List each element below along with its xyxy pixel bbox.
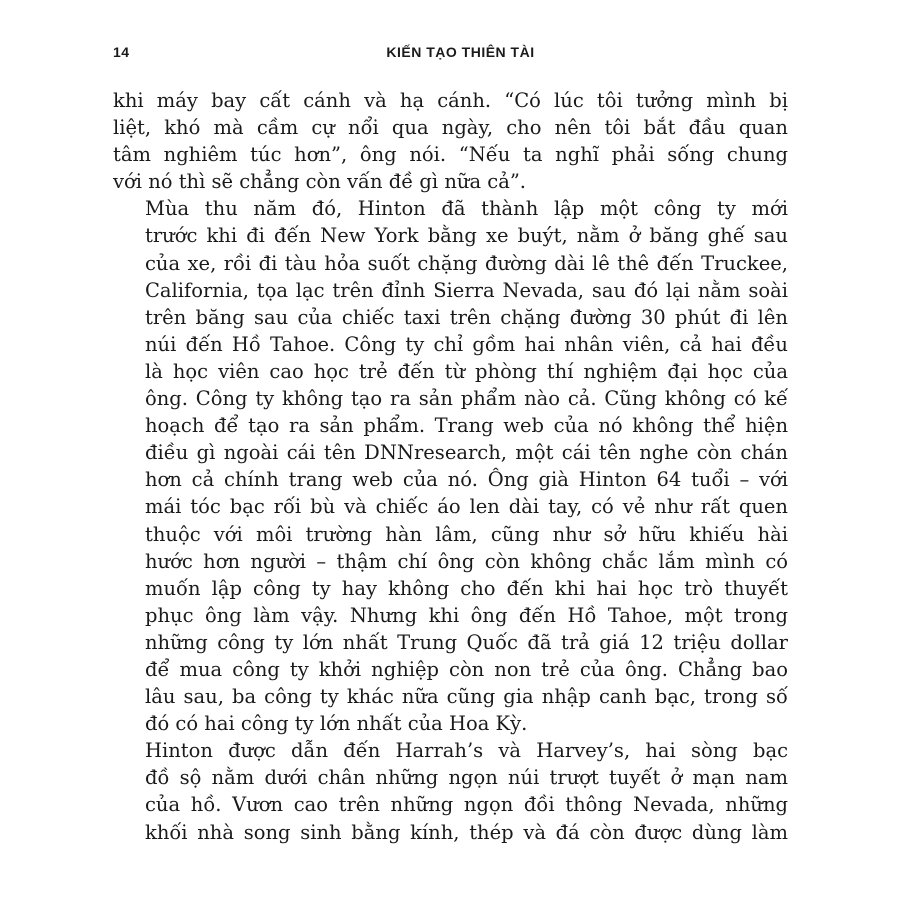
body-text	[113, 87, 788, 846]
text-line: để mua công ty khởi nghiệp còn non trẻ của ông. Chẳng bao	[145, 657, 788, 681]
text-line: phục ông làm vậy. Nhưng khi ông đến Hồ Tahoe, một trong	[145, 603, 788, 627]
paragraph	[113, 87, 788, 195]
running-title: KIẾN TẠO THIÊN TÀI	[386, 44, 535, 60]
text-line: Hinton được dẫn đến Harrah’s và Harvey’s, hai sòng bạc	[145, 739, 788, 763]
text-line: lâu sau, ba công ty khác nữa cũng gia nhập canh bạc, trong số	[145, 685, 788, 709]
text-line: ông. Công ty không tạo ra sản phẩm nào cả. Cũng không có kế	[145, 387, 788, 411]
text-line: đó có hai công ty lớn nhất của Hoa Kỳ.	[145, 712, 528, 736]
paragraph	[113, 737, 788, 845]
text-line: với nó thì sẽ chẳng còn vấn đề gì nữa cả”.	[113, 170, 527, 194]
text-line: muốn lập công ty hay không cho đến khi hai học trò thuyết	[145, 576, 788, 600]
text-line: hoạch để tạo ra sản phẩm. Trang web của nó không thể hiện	[145, 414, 788, 438]
text-line: mái tóc bạc rối bù và chiếc áo len dài tay, có vẻ như rất quen	[145, 495, 788, 519]
text-line: liệt, khó mà cầm cự nổi qua ngày, cho nên tôi bắt đầu quan	[113, 116, 788, 140]
text-line: điều gì ngoài cái tên DNNresearch, một cái tên nghe còn chán	[145, 441, 788, 465]
running-header	[113, 44, 788, 64]
text-line: hơn cả chính trang web của nó. Ông già Hinton 64 tuổi – với	[145, 468, 788, 492]
text-line: thuộc với môi trường hàn lâm, cũng như sở hữu khiếu hài	[145, 522, 788, 546]
text-line: khối nhà song sinh bằng kính, thép và đá còn được dùng làm	[145, 820, 788, 844]
text-line: núi đến Hồ Tahoe. Công ty chỉ gồm hai nhân viên, cả hai đều	[145, 332, 788, 356]
text-line: trên băng sau của chiếc taxi trên chặng đường 30 phút đi lên	[145, 305, 788, 329]
text-line: của hồ. Vươn cao trên những ngọn đồi thông Nevada, những	[145, 793, 788, 817]
text-line: tâm nghiêm túc hơn”, ông nói. “Nếu ta nghĩ phải sống chung	[113, 143, 788, 167]
text-line: khi máy bay cất cánh và hạ cánh. “Có lúc tôi tưởng mình bị	[113, 89, 788, 112]
text-line: Mùa thu năm đó, Hinton đã thành lập một công ty mới	[145, 197, 788, 221]
text-line: là học viên cao học trẻ đến từ phòng thí nghiệm đại học của	[145, 359, 788, 383]
text-line: trước khi đi đến New York bằng xe buýt, nằm ở băng ghế sau	[145, 224, 788, 248]
text-line: những công ty lớn nhất Trung Quốc đã trả giá 12 triệu dollar	[145, 630, 788, 654]
text-line: đồ sộ nằm dưới chân những ngọn núi trượt tuyết ở mạn nam	[145, 766, 788, 790]
text-line: của xe, rồi đi tàu hỏa suốt chặng đường dài lê thê đến Truckee,	[145, 251, 788, 275]
paragraph	[113, 195, 788, 737]
text-line: hước hơn người – thậm chí ông còn không chắc lắm mình có	[145, 549, 788, 573]
page-number: 14	[113, 44, 130, 60]
text-line: California, tọa lạc trên đỉnh Sierra Nevada, sau đó lại nằm soài	[145, 278, 788, 302]
